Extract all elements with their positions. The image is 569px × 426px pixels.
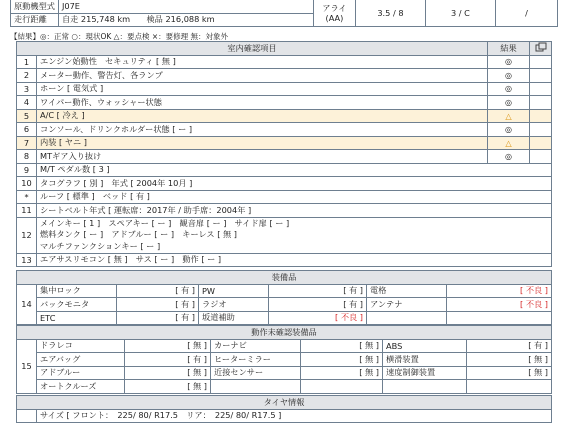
row-num: * <box>17 190 37 204</box>
key-line-2: 燃料タンク [ ー ] アドブルー [ ー ] キーレス [ 無 ] <box>40 229 238 240</box>
equip-label: 坂道補助 <box>199 311 269 325</box>
check-row <box>17 55 552 69</box>
row-text: エアサスリモコン [ 無 ] サス [ ー ] 動作 [ ー ] <box>37 253 552 267</box>
uneq-label: 横滑装置 <box>383 353 467 367</box>
align-value-1: 3.5 / 8 <box>355 0 425 27</box>
row-text: A/C [ 冷え ] <box>37 109 488 123</box>
unconfirmed-header: 動作未確認装備品 <box>17 326 552 340</box>
equip-value: [ 有 ] <box>269 298 367 312</box>
result-legend: 【結果】◎：正常 ○：現状OK △：要点検 ×：要修理 無：対象外 <box>10 32 228 41</box>
interior-check-header: 室内確認項目 <box>17 42 488 56</box>
uneq-label: ヒーターミラー <box>211 353 301 367</box>
uneq-value: [ 有 ] <box>467 339 552 353</box>
check-row <box>17 150 552 164</box>
row-num: 4 <box>17 96 37 110</box>
uneq-label: オートクルーズ <box>37 380 125 394</box>
equip-label: PW <box>199 284 269 298</box>
tire-header: タイヤ情報 <box>17 396 552 410</box>
key-info <box>37 217 552 253</box>
row-text: シートベルト年式 [ 運転席：2017年 / 助手席：2004年 ] <box>37 204 552 218</box>
row-result: ◎ <box>488 123 530 137</box>
equip-value: [ 有 ] <box>117 298 199 312</box>
row-num: 13 <box>17 253 37 267</box>
row-text: タコグラフ [ 別 ] 年式 [ 2004年 10月 ] <box>37 177 552 191</box>
align-label: アライ (AA) <box>313 0 355 27</box>
row-text: 内装 [ ヤニ ] <box>37 136 488 150</box>
row-result: ◎ <box>488 96 530 110</box>
row-num: 7 <box>17 136 37 150</box>
row-num: 15 <box>17 339 37 393</box>
equipment-header: 装備品 <box>17 271 552 285</box>
unconfirmed-equipment-table <box>16 325 552 394</box>
uneq-value: [ 無 ] <box>301 353 383 367</box>
copy-icon[interactable] <box>530 42 552 56</box>
row-num: 14 <box>17 284 37 325</box>
row-result: ◎ <box>488 69 530 83</box>
row-num: 6 <box>17 123 37 137</box>
equip-label: ラジオ <box>199 298 269 312</box>
check-row <box>17 123 552 137</box>
equip-label: ETC <box>37 311 117 325</box>
uneq-value: [ 無 ] <box>125 366 211 380</box>
uneq-label: 速度制御装置 <box>383 366 467 380</box>
equip-value-bad: [ 不良 ] <box>269 311 367 325</box>
key-row <box>17 217 552 253</box>
distance-label: 走行距離 <box>11 13 59 27</box>
row-num: 9 <box>17 163 37 177</box>
tire-size: サイズ [ フロント： 225/ 80/ R17.5 リア： 225/ 80/ R17.5 ] <box>37 409 552 423</box>
uneq-value: [ 有 ] <box>125 353 211 367</box>
equip-label: 集中ロック <box>37 284 117 298</box>
align-value-2: 3 / C <box>425 0 495 27</box>
row-num: 3 <box>17 82 37 96</box>
uneq-label: ドラレコ <box>37 339 125 353</box>
row-result: ◎ <box>488 150 530 164</box>
equip-value: [ 有 ] <box>117 284 199 298</box>
row-num: 1 <box>17 55 37 69</box>
row-result: ◎ <box>488 55 530 69</box>
row-num: 8 <box>17 150 37 164</box>
row-text: M/T ペダル数 [ 3 ] <box>37 163 552 177</box>
check-row-highlight <box>17 136 552 150</box>
uneq-label: アドブルー <box>37 366 125 380</box>
distance-values: 自走 215,748 km 検品 216,088 km <box>58 13 313 27</box>
uneq-label: カーナビ <box>211 339 301 353</box>
row-num: 11 <box>17 204 37 218</box>
row-num: 2 <box>17 69 37 83</box>
interior-check-table <box>16 41 552 267</box>
uneq-value: [ 無 ] <box>125 380 211 394</box>
row-text: ホーン [ 電気式 ] <box>37 82 488 96</box>
uneq-label: 近接センサー <box>211 366 301 380</box>
equip-value-bad: [ 不良 ] <box>447 298 552 312</box>
check-row <box>17 253 552 267</box>
motor-label: 原動機型式 <box>11 0 59 13</box>
uneq-label: ABS <box>383 339 467 353</box>
uneq-value: [ 無 ] <box>301 366 383 380</box>
row-num: 5 <box>17 109 37 123</box>
equipment-table <box>16 270 552 325</box>
equip-label: 電格 <box>367 284 447 298</box>
check-row <box>17 82 552 96</box>
row-text: エンジン始動性 セキュリティ [ 無 ] <box>37 55 488 69</box>
motor-value: J07E <box>58 0 313 13</box>
row-result: △ <box>488 136 530 150</box>
uneq-value: [ 無 ] <box>125 339 211 353</box>
uneq-label: エアバッグ <box>37 353 125 367</box>
row-text: メーター動作、警告灯、各ランプ <box>37 69 488 83</box>
row-text: ワイパー動作、ウォッシャー状態 <box>37 96 488 110</box>
check-row <box>17 204 552 218</box>
row-result: △ <box>488 109 530 123</box>
check-row <box>17 190 552 204</box>
row-text: コンソール、ドリンクホルダー状態 [ ー ] <box>37 123 488 137</box>
check-row <box>17 177 552 191</box>
row-num: 12 <box>17 217 37 253</box>
row-text: MTギア入り抜け <box>37 150 488 164</box>
key-line-1: メインキー [ 1 ] スペアキー [ ー ] 観音扉 [ ー ] サイド扉 [ ー ] <box>40 217 290 228</box>
equip-value: [ 有 ] <box>269 284 367 298</box>
check-row <box>17 69 552 83</box>
check-row-highlight <box>17 109 552 123</box>
row-text: ルーフ [ 標準 ] ベッド [ 有 ] <box>37 190 552 204</box>
vehicle-info-table <box>10 0 558 27</box>
uneq-value: [ 無 ] <box>301 339 383 353</box>
equip-value: [ 有 ] <box>117 311 199 325</box>
key-line-3: マルチファンクションキー [ ー ] <box>40 240 161 251</box>
equip-label: アンテナ <box>367 298 447 312</box>
align-value-3: / <box>495 0 557 27</box>
row-num: 10 <box>17 177 37 191</box>
tire-info-table <box>16 395 552 423</box>
equip-value-bad: [ 不良 ] <box>447 284 552 298</box>
result-header: 結果 <box>488 42 530 56</box>
check-row <box>17 163 552 177</box>
row-result: ◎ <box>488 82 530 96</box>
check-row <box>17 96 552 110</box>
uneq-value: [ 無 ] <box>467 366 552 380</box>
uneq-value: [ 無 ] <box>467 353 552 367</box>
equip-label: バックモニタ <box>37 298 117 312</box>
